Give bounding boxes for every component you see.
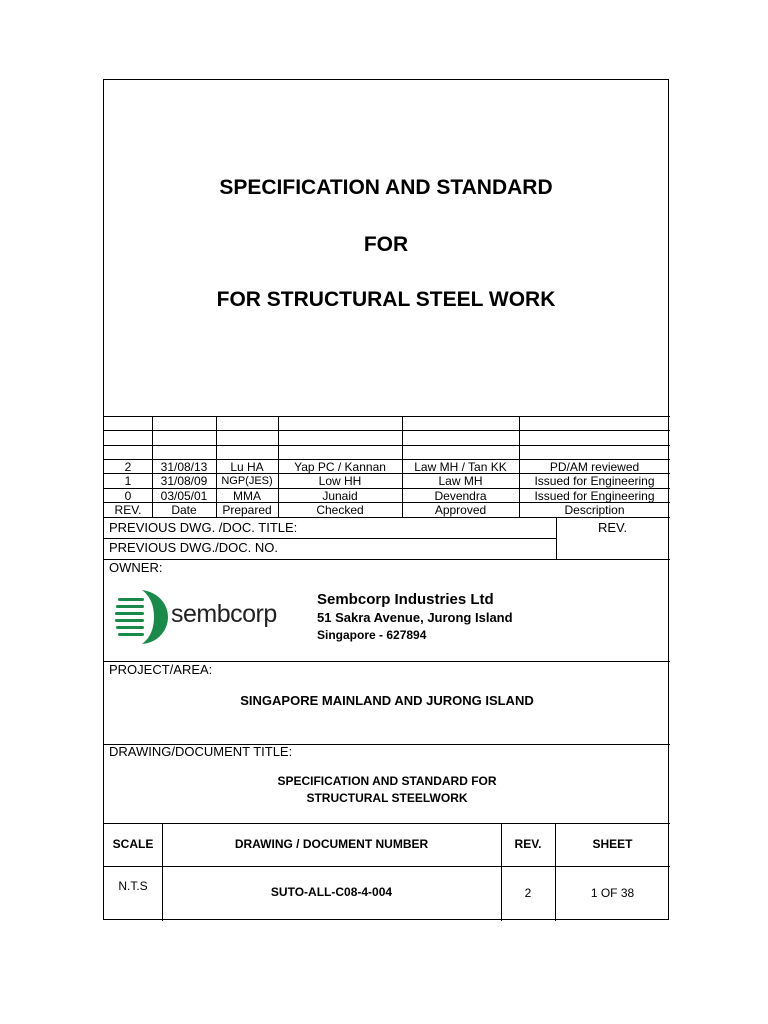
rev-number: 2	[124, 460, 132, 474]
scale-label: SCALE	[112, 837, 154, 851]
doc-number-value: SUTO-ALL-C08-4-004	[270, 885, 393, 899]
owner-city: Singapore - 627894	[317, 628, 427, 642]
rev-table-line	[104, 430, 670, 431]
rev-checked: Yap PC / Kannan	[294, 460, 386, 474]
rev-header-checked: Checked	[316, 503, 364, 517]
owner-top-line	[104, 559, 670, 560]
sheet-value: 1 OF 38	[590, 886, 635, 900]
rev-header-description: Description	[564, 503, 625, 517]
rev-header-rev: REV.	[114, 503, 142, 517]
rev-prepared: Lu HA	[230, 460, 264, 474]
rev-prepared: MMA	[233, 489, 261, 503]
rev-description: Issued for Engineering	[534, 489, 655, 503]
rev-approved: Law MH	[438, 474, 483, 488]
previous-no-label: PREVIOUS DWG./DOC. NO.	[109, 540, 279, 555]
doc-title-line-1: SPECIFICATION AND STANDARD FOR	[277, 774, 497, 788]
rev-approved: Law MH / Tan KK	[414, 460, 507, 474]
rev-description: Issued for Engineering	[534, 474, 655, 488]
rev-date: 03/05/01	[160, 489, 208, 503]
project-value: SINGAPORE MAINLAND AND JURONG ISLAND	[240, 693, 534, 708]
rev-table-line	[104, 445, 670, 446]
sembcorp-logo-text: sembcorp	[171, 600, 277, 628]
rev-prepared: NGP(JES)	[221, 475, 273, 487]
footer-rev-label: REV.	[514, 837, 542, 851]
rev-number: 0	[124, 489, 132, 503]
rev-checked: Junaid	[322, 489, 358, 503]
owner-label: OWNER:	[109, 560, 163, 575]
owner-company: Sembcorp Industries Ltd	[317, 591, 494, 608]
rev-date: 31/08/13	[160, 460, 208, 474]
sheet-label: SHEET	[592, 837, 633, 851]
previous-rev-label: REV.	[598, 520, 628, 535]
rev-date: 31/08/09	[160, 474, 208, 488]
rev-header-prepared: Prepared	[222, 503, 272, 517]
owner-address: 51 Sakra Avenue, Jurong Island	[317, 610, 513, 625]
rev-number: 1	[124, 474, 132, 488]
previous-title-label: PREVIOUS DWG. /DOC. TITLE:	[109, 520, 298, 535]
rev-checked: Low HH	[318, 474, 362, 488]
doc-number-label: DRAWING / DOCUMENT NUMBER	[234, 837, 429, 851]
project-label: PROJECT/AREA:	[109, 662, 213, 677]
rev-table-bottom-line	[104, 517, 670, 518]
rev-header-approved: Approved	[434, 503, 487, 517]
doc-title-line-2: STRUCTURAL STEELWORK	[306, 791, 468, 805]
footer-top-line	[104, 823, 670, 824]
footer-rev-value: 2	[524, 886, 532, 900]
previous-rev-divider	[556, 517, 557, 559]
scale-value: N.T.S	[118, 879, 148, 893]
title-line-2: FOR	[363, 233, 409, 256]
title-line-1: SPECIFICATION AND STANDARD	[219, 176, 553, 199]
title-line-3: FOR STRUCTURAL STEEL WORK	[216, 288, 556, 311]
footer-mid-line	[104, 866, 670, 867]
rev-approved: Devendra	[434, 489, 487, 503]
rev-description: PD/AM reviewed	[549, 460, 640, 474]
rev-header-date: Date	[171, 503, 197, 517]
document-frame	[103, 79, 669, 920]
rev-table-top-line	[104, 416, 670, 417]
doc-title-label: DRAWING/DOCUMENT TITLE:	[109, 744, 293, 759]
previous-divider	[104, 538, 556, 539]
